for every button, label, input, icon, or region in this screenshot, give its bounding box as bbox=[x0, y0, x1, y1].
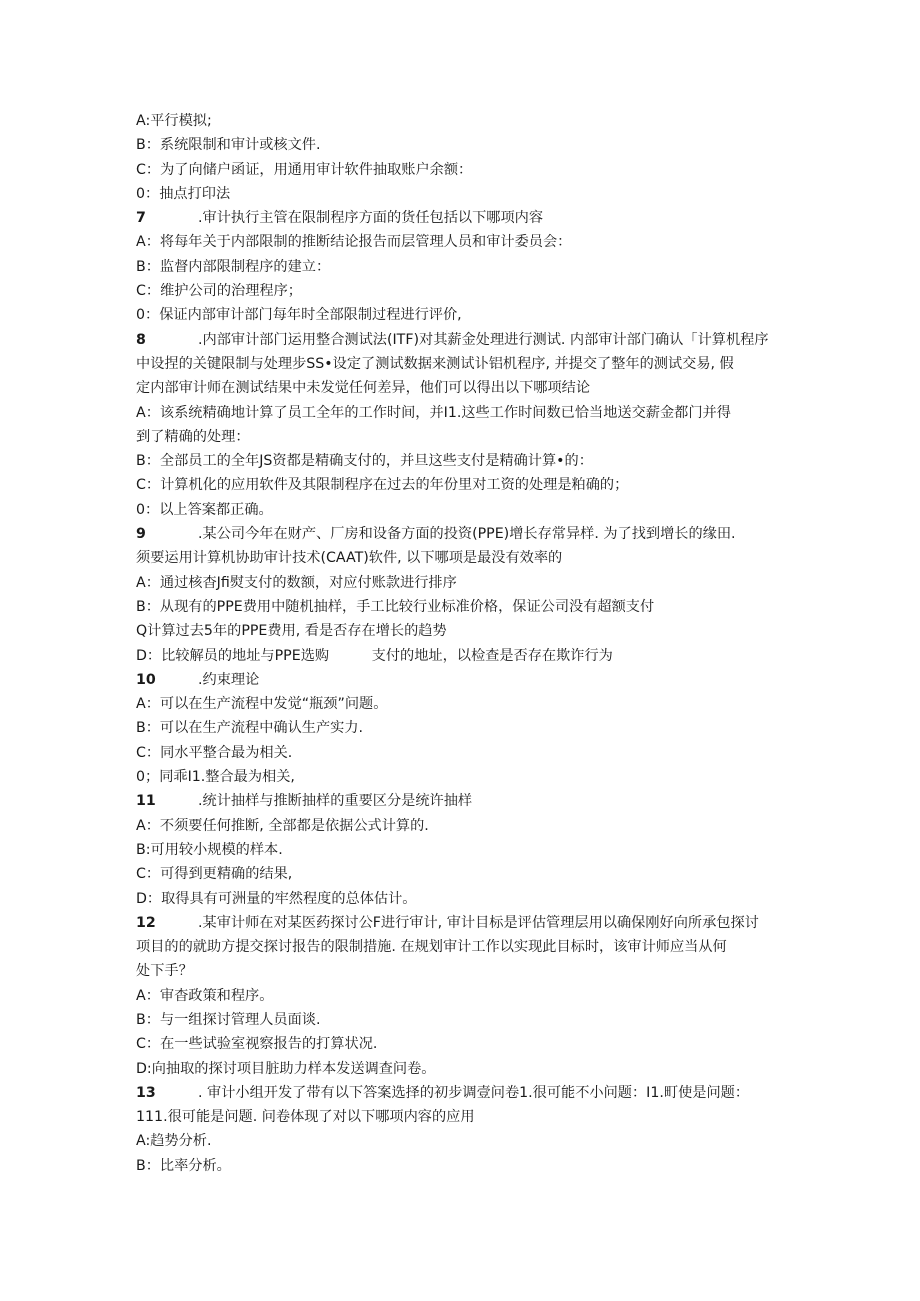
text-line: A：可以在生产流程中发觉“瓶颈”问题。 bbox=[136, 696, 388, 713]
text-line: 定内部审计师在测试结果中未发觉任何差异，他们可以得出以下哪项结论 bbox=[136, 380, 591, 397]
text-line: C：维护公司的治理程序； bbox=[136, 283, 302, 300]
text-line: 处下手？ bbox=[136, 963, 193, 980]
question-heading bbox=[136, 789, 796, 813]
text-line: 0：以上答案都正确。 bbox=[136, 501, 273, 518]
text-line: 0；同乖I1.整合最为相关, bbox=[136, 769, 295, 786]
text-line: C：为了向储户函证，用通用审计软件抽取账户余额： bbox=[136, 161, 473, 178]
text-line: B：监督内部限制程序的建立： bbox=[136, 258, 331, 275]
question-number: 10 bbox=[136, 671, 156, 688]
text-line: A：不须要任何推断, 全部都是依据公式计算的. bbox=[136, 817, 429, 834]
question-number: 9 bbox=[136, 526, 146, 543]
text-line: C：计算机化的应用软件及其限制程序在过去的年份里对工资的处理是粕确的； bbox=[136, 477, 629, 494]
text-line: 项目的的就助方提交探讨报告的限制措施. 在规划审计工作以实现此目标时，该审计师应当从何 bbox=[136, 939, 727, 956]
document-page bbox=[136, 109, 796, 1178]
text-line: 中设捏的关键限制与处理步SS•设定了测试数据来测试讣铝机程序, 并提交了整年的测试交易, 假 bbox=[136, 355, 734, 372]
question-heading bbox=[136, 911, 796, 935]
question-text: .审计执行主管在限制程序方面的货任包括以下哪项内容 bbox=[198, 210, 544, 227]
question-heading bbox=[136, 1081, 796, 1105]
question-text: .某公司今年在财产、厂房和设备方面的投资(PPE)增长存常异样. 为了找到增长的缘田. bbox=[198, 526, 736, 543]
question-text: .内部审计部门运用整合测试法(ITF)对其薪金处理进行测试. 内部审计部门确认「计算机程序 bbox=[198, 331, 769, 348]
question-heading bbox=[136, 522, 796, 546]
text-line: A：审杳政策和程序。 bbox=[136, 987, 274, 1004]
question-text: .约束理论 bbox=[198, 671, 260, 688]
text-line: A：通过核杳Jfi熨支付的数额，对应付账款进行排序 bbox=[136, 574, 457, 591]
text-line: B:可用较小规模的样本. bbox=[136, 841, 283, 858]
text-line: 0：抽点打印法 bbox=[136, 185, 231, 202]
question-number: 11 bbox=[136, 793, 156, 810]
text-line: A：该系统精确地计算了员工全年的工作时间，并I1.这些工作时间数已恰当地送交薪金都门并得 bbox=[136, 404, 731, 421]
text-line: B：系统限制和审计或核文件. bbox=[136, 137, 321, 154]
text-line: B：全部员工的全年JS资都是精确支付的，并旦这些支付是精确计算•的： bbox=[136, 453, 593, 470]
question-heading bbox=[136, 206, 796, 230]
text-line: C：在一些试验室视察报告的打算状况. bbox=[136, 1036, 378, 1053]
question-heading bbox=[136, 328, 796, 352]
text-line: B：从现有的PPE费用中随机抽样，手工比较行业标准价格，保证公司没有超额支付 bbox=[136, 598, 655, 615]
text-line: 须要运用计算机协助审计技术(CAAT)软件, 以下哪项是最没有效率的 bbox=[136, 550, 563, 567]
text-line: C：可得到更精确的结果, bbox=[136, 866, 293, 883]
text-line: D：比较解员的地址与PPE选购 支付的地址，以检查是否存在欺诈行为 bbox=[136, 647, 613, 664]
question-number: 8 bbox=[136, 331, 146, 348]
question-number: 13 bbox=[136, 1084, 156, 1101]
text-line: D:向抽取的探讨项目脏助力样本发送调查问卷。 bbox=[136, 1060, 436, 1077]
question-text: .统计抽样与推断抽样的重要区分是统许抽样 bbox=[198, 793, 473, 810]
text-line: B：比率分析。 bbox=[136, 1157, 231, 1174]
text-line: B：可以在生产流程中确认生产实力. bbox=[136, 720, 364, 737]
text-line: 111.很可能是问题. 问卷体现了对以下哪项内容的应用 bbox=[136, 1109, 475, 1126]
text-line: Q计算过去5年的PPE费用, 看是否存在增长的趋势 bbox=[136, 623, 447, 640]
question-number: 7 bbox=[136, 210, 146, 227]
text-line: B：与一组探讨管理人员面谈. bbox=[136, 1011, 321, 1028]
question-text: .某审计师在对某医药探讨公F进行审计, 审计目标是评估管理层用以确保刚好向所承包探讨 bbox=[198, 914, 759, 931]
text-line: A：将每年关于内部限制的推断结论报告而层管理人员和审计委员会： bbox=[136, 234, 572, 251]
text-line: D：取得具有可洲量的牢然程度的总体估计。 bbox=[136, 890, 417, 907]
text-line: 0：保证内部审计部门每年时全部限制过程进行评价, bbox=[136, 307, 462, 324]
question-heading bbox=[136, 668, 796, 692]
question-number: 12 bbox=[136, 914, 156, 931]
text-line: C：同水平整合最为相关. bbox=[136, 744, 293, 761]
text-line: 到了精确的处理： bbox=[136, 428, 250, 445]
question-text: . 审计小组开发了带有以下答案选择的初步调壹问卷1.很可能不小问题：I1.町使是问题： bbox=[198, 1084, 750, 1101]
text-line: A:趋势分析. bbox=[136, 1133, 212, 1150]
text-line: A:平行模拟; bbox=[136, 113, 212, 129]
